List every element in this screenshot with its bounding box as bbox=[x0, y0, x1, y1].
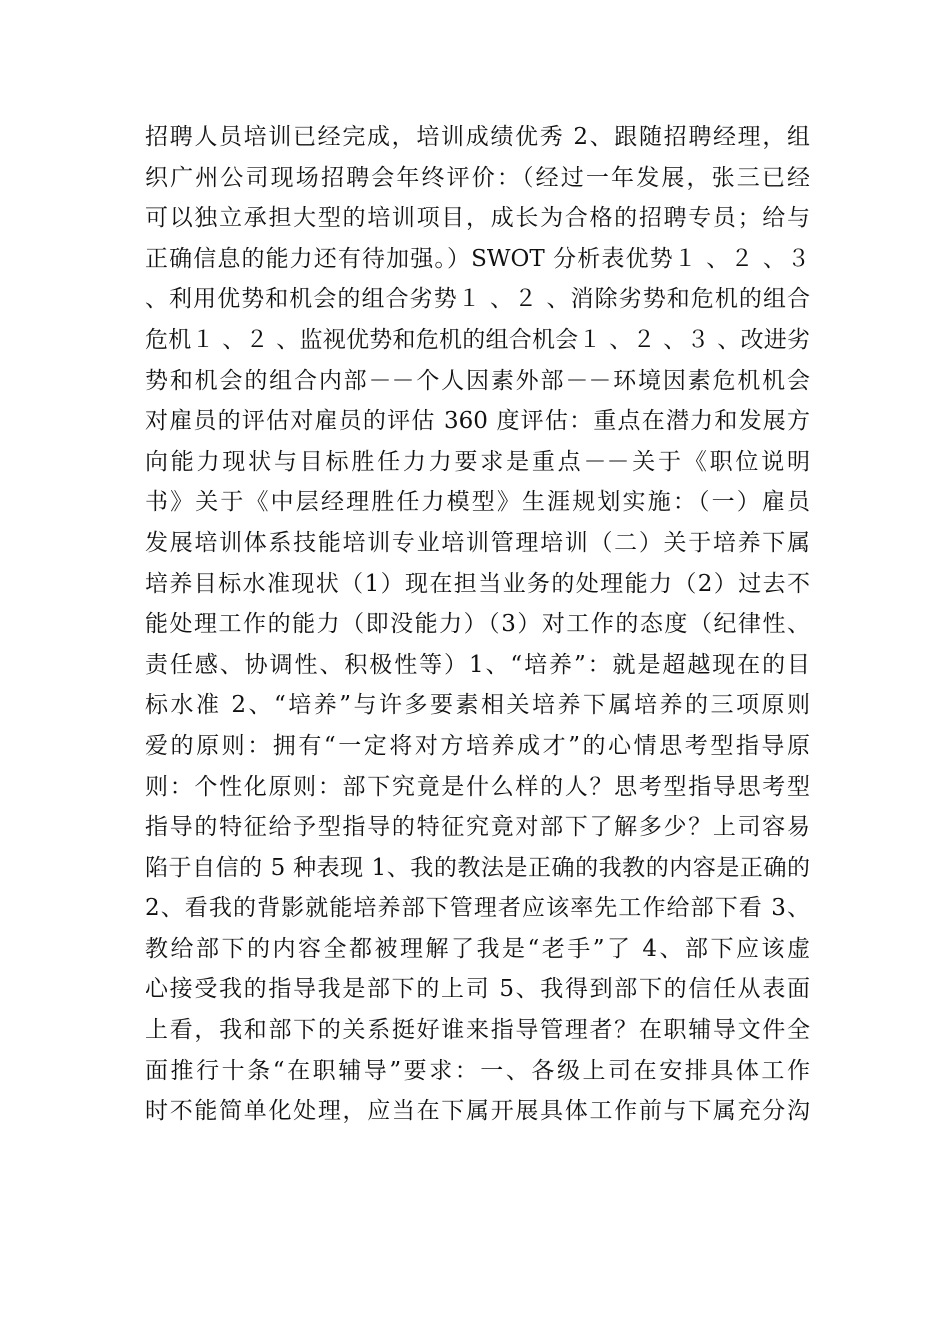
text-line-5: 、利用优势和机会的组合劣势１ 、２ 、消除劣势和危机的组合 bbox=[145, 286, 810, 313]
text-line-11: 发展培训体系技能培训专业培训管理培训（二）关于培养下属 bbox=[145, 529, 810, 556]
text-line-14: 责任感、协调性、积极性等）1、“培养”：就是超越现在的目 bbox=[145, 651, 810, 678]
text-line-15: 标水准 2、“培养”与许多要素相关培养下属培养的三项原则 bbox=[145, 692, 810, 719]
text-line-10: 书》关于《中层经理胜任力模型》生涯规划实施：（一）雇员 bbox=[145, 489, 810, 516]
body-text bbox=[145, 117, 810, 1132]
text-line-25: 时不能简单化处理，应当在下属开展具体工作前与下属充分沟 bbox=[145, 1098, 810, 1125]
text-line-4: 正确信息的能力还有待加强。）SWOT 分析表优势１ 、２ 、３ bbox=[145, 245, 810, 272]
text-line-13: 能处理工作的能力（即没能力）（3）对工作的态度（纪律性、 bbox=[145, 611, 810, 638]
text-line-3: 可以独立承担大型的培训项目，成长为合格的招聘专员；给与 bbox=[145, 205, 810, 232]
text-line-16: 爱的原则：拥有“一定将对方培养成才”的心情思考型指导原 bbox=[145, 732, 810, 759]
text-line-21: 教给部下的内容全都被理解了我是“老手”了 4、部下应该虚 bbox=[145, 935, 810, 962]
text-line-22: 心接受我的指导我是部下的上司 5、我得到部下的信任从表面 bbox=[145, 976, 810, 1003]
text-line-6: 危机１ 、２ 、监视优势和危机的组合机会１ 、２ 、３ 、改进劣 bbox=[145, 326, 810, 353]
text-line-9: 向能力现状与目标胜任力力要求是重点－－关于《职位说明 bbox=[145, 448, 810, 475]
text-line-8: 对雇员的评估对雇员的评估 360 度评估：重点在潜力和发展方 bbox=[145, 408, 810, 435]
text-line-17: 则：个性化原则：部下究竟是什么样的人？思考型指导思考型 bbox=[145, 773, 810, 800]
text-line-24: 面推行十条“在职辅导”要求：一、各级上司在安排具体工作 bbox=[145, 1057, 810, 1084]
text-line-7: 势和机会的组合内部－－个人因素外部－－环境因素危机机会 bbox=[145, 367, 810, 394]
text-line-19: 陷于自信的 5 种表现 1、我的教法是正确的我教的内容是正确的 bbox=[145, 854, 810, 881]
text-line-2: 织广州公司现场招聘会年终评价：（经过一年发展，张三已经 bbox=[145, 164, 810, 191]
text-line-12: 培养目标水准现状（1）现在担当业务的处理能力（2）过去不 bbox=[145, 570, 810, 597]
text-line-23: 上看，我和部下的关系挺好谁来指导管理者？在职辅导文件全 bbox=[145, 1017, 810, 1044]
text-line-1: 招聘人员培训已经完成，培训成绩优秀 2、跟随招聘经理，组 bbox=[145, 124, 810, 150]
text-line-18: 指导的特征给予型指导的特征究竟对部下了解多少？上司容易 bbox=[145, 814, 810, 841]
text-line-20: 2、看我的背影就能培养部下管理者应该率先工作给部下看 3、 bbox=[145, 895, 810, 922]
